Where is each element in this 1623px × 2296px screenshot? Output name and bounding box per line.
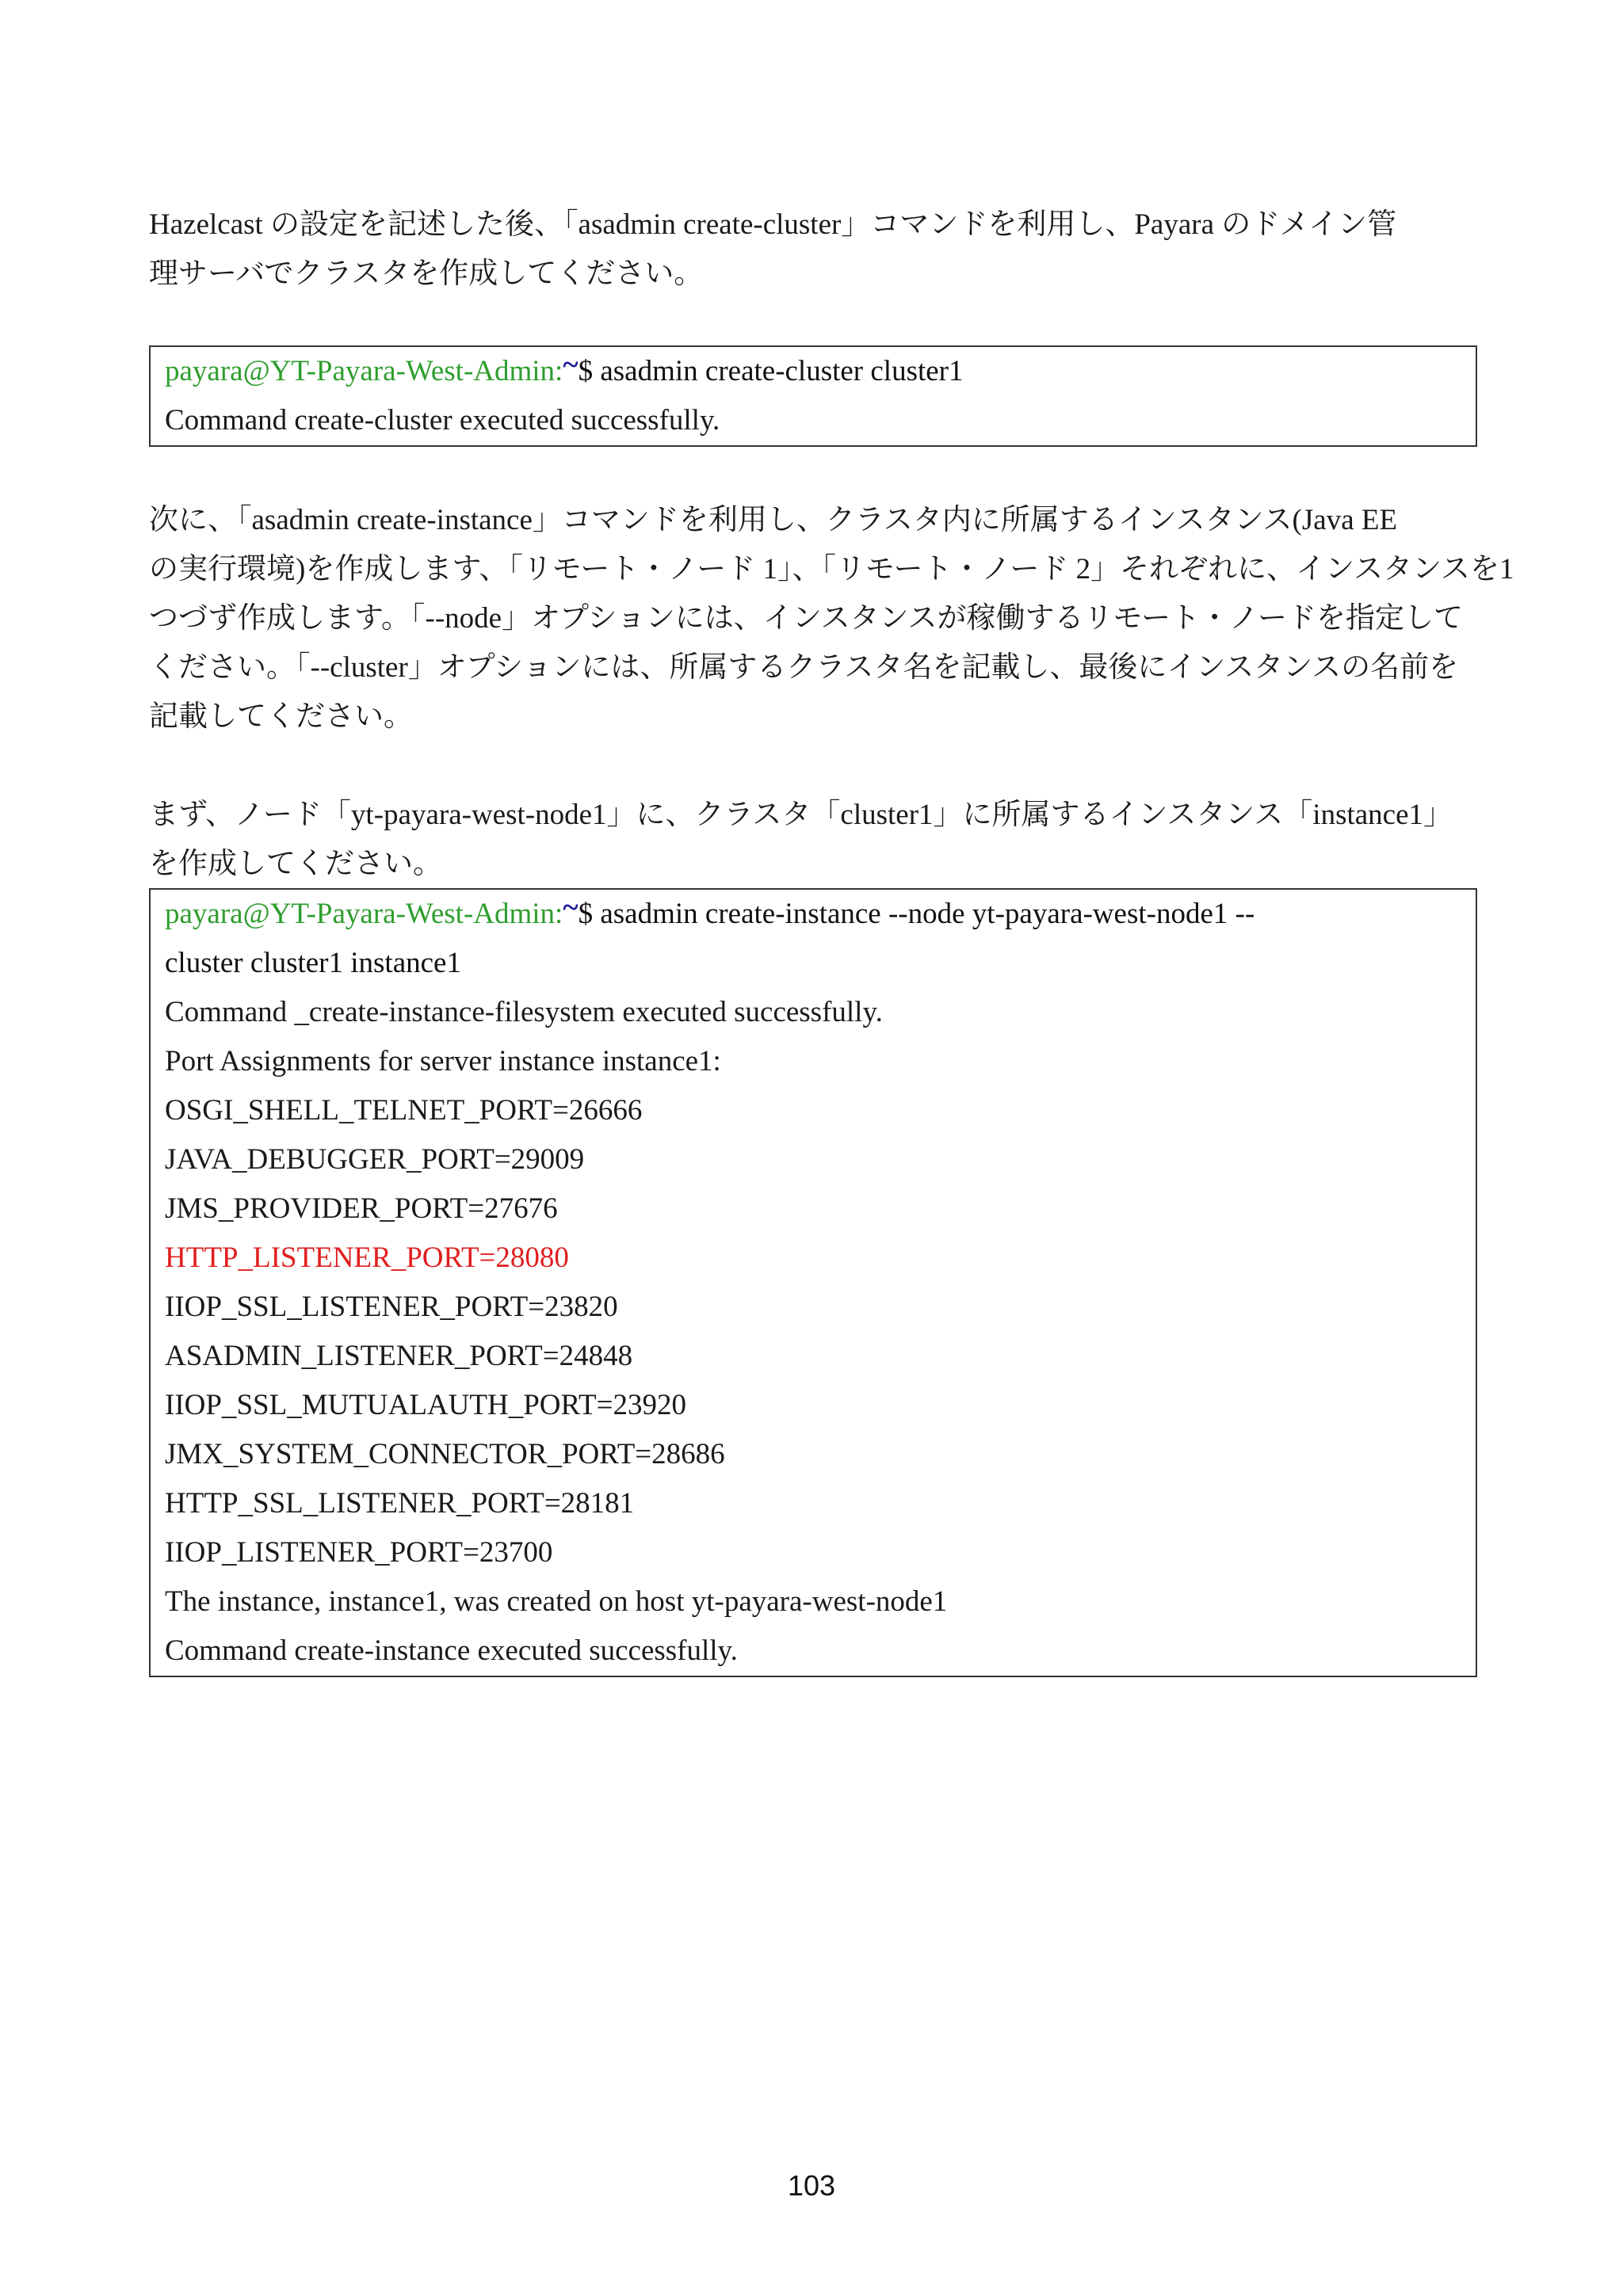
intro-paragraph xyxy=(149,200,1480,299)
output-line: Command create-cluster executed successfully. xyxy=(165,404,720,437)
para2-line-2: の実行環境)を作成します、「リモート・ノード 1」、「リモート・ノード 2」それぞれに、インスタンスを1 xyxy=(149,553,1514,585)
code-block-create-instance xyxy=(149,888,1477,1677)
command-line xyxy=(165,890,1461,939)
para2-line-3: つづず作成します。「--node」オプションには、インスタンスが稼働するリモート・ノードを指定して xyxy=(149,602,1463,635)
para3-line-2: を作成してください。 xyxy=(149,848,442,880)
port-line: IIOP_SSL_LISTENER_PORT=23820 xyxy=(165,1291,618,1323)
create-instance-paragraph xyxy=(149,496,1514,742)
para2-line-1: 次に、「asadmin create-instance」コマンドを利用し、クラスタ内に所属するインスタンス(Java EE xyxy=(149,504,1398,536)
command-text: $ asadmin create-instance --node yt-payara-west-node1 -- xyxy=(578,898,1255,930)
port-line: JMX_SYSTEM_CONNECTOR_PORT=28686 xyxy=(165,1438,725,1470)
shell-prompt: payara@YT-Payara-West-Admin: xyxy=(165,355,563,387)
instance1-paragraph xyxy=(149,791,1480,889)
port-line-highlighted: HTTP_LISTENER_PORT=28080 xyxy=(165,1241,569,1274)
tilde: ~ xyxy=(563,349,579,381)
command-text: $ asadmin create-cluster cluster1 xyxy=(578,355,964,387)
command-continuation: cluster cluster1 instance1 xyxy=(165,947,461,979)
port-line: ASADMIN_LISTENER_PORT=24848 xyxy=(165,1340,633,1372)
output-line: Command _create-instance-filesystem executed successfully. xyxy=(165,996,883,1028)
shell-prompt: payara@YT-Payara-West-Admin: xyxy=(165,898,563,930)
intro-line-2: 理サーバでクラスタを作成してください。 xyxy=(149,257,704,290)
port-line: IIOP_LISTENER_PORT=23700 xyxy=(165,1536,553,1569)
port-line: JMS_PROVIDER_PORT=27676 xyxy=(165,1192,558,1225)
command-line xyxy=(165,347,1461,396)
port-line: IIOP_SSL_MUTUALAUTH_PORT=23920 xyxy=(165,1389,686,1421)
port-line: HTTP_SSL_LISTENER_PORT=28181 xyxy=(165,1487,635,1520)
page-number: 103 xyxy=(787,2169,836,2202)
port-line: JAVA_DEBUGGER_PORT=29009 xyxy=(165,1143,585,1176)
port-line: OSGI_SHELL_TELNET_PORT=26666 xyxy=(165,1094,643,1127)
output-line: The instance, instance1, was created on host yt-payara-west-node1 xyxy=(165,1585,948,1618)
para2-line-5: 記載してください。 xyxy=(149,700,413,733)
code-block-create-cluster xyxy=(149,345,1477,447)
para2-line-4: ください。「--cluster」オプションには、所属するクラスタ名を記載し、最後にインスタンスの名前を xyxy=(149,651,1459,684)
output-line: Port Assignments for server instance instance1: xyxy=(165,1045,721,1077)
output-line: Command create-instance executed successfully. xyxy=(165,1634,738,1667)
tilde: ~ xyxy=(563,891,579,924)
intro-line-1: Hazelcast の設定を記述した後、「asadmin create-cluster」コマンドを利用し、Payara のドメイン管 xyxy=(149,208,1397,241)
para3-line-1: まず、ノード「yt-payara-west-node1」に、クラスタ「cluster1」に所属するインスタンス「instance1」 xyxy=(149,799,1453,831)
